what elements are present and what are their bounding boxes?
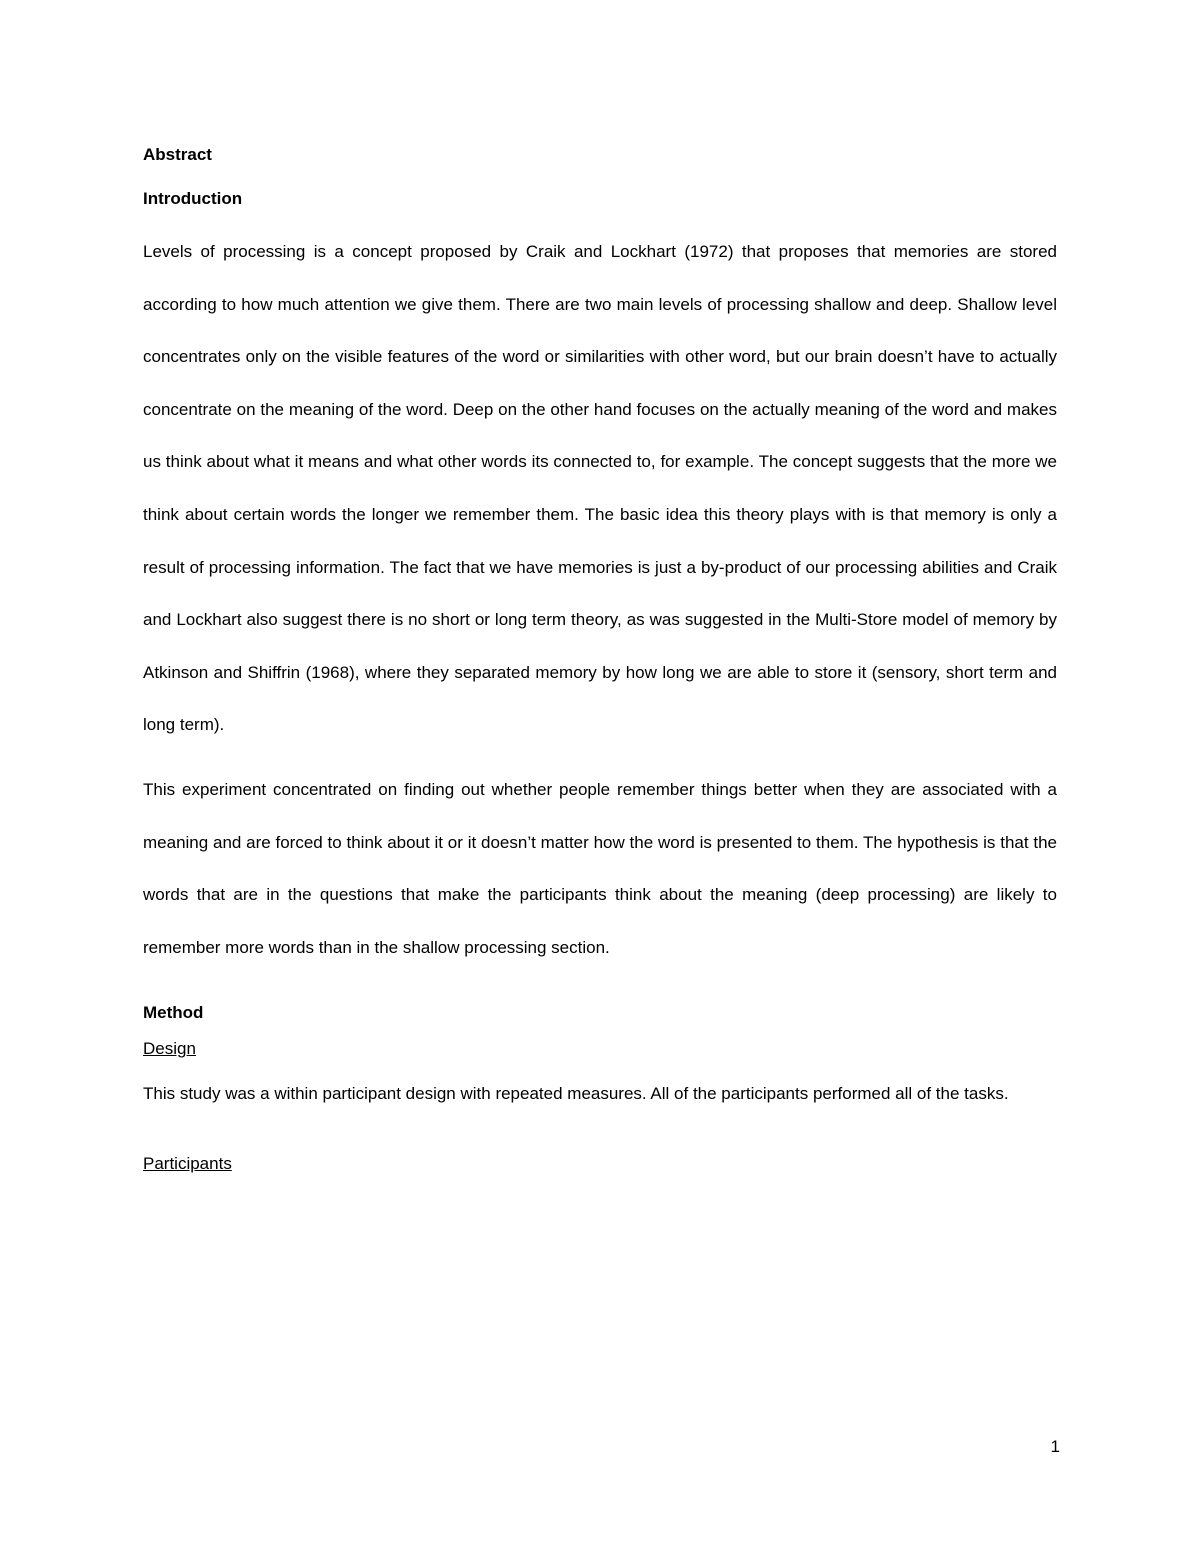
- paragraph-design: This study was a within participant design with repeated measures. All of the participants performed all of the tasks.: [143, 1084, 1009, 1104]
- document-body: [143, 142, 1057, 1177]
- page-number: 1: [1050, 1437, 1060, 1456]
- paragraph-introduction-2: This experiment concentrated on finding out whether people remember things better when they are associated with a meaning and are forced to think about it or it doesn’t matter how the word is presented to them. The hypothesis is that the words that are in the questions that make the participants think about the meaning (deep processing) are likely to remember more words than in the shallow processing section.: [143, 779, 1057, 957]
- paragraph-introduction-1: Levels of processing is a concept proposed by Craik and Lockhart (1972) that proposes that memories are stored according to how much attention we give them. There are two main levels of processing shallow and deep. Shallow level concentrates only on the visible features of the word or similarities with other word, but our brain doesn’t have to actually concentrate on the meaning of the word. Deep on the other hand focuses on the actually meaning of the word and makes us think about what it means and what other words its connected to, for example. The concept suggests that the more we think about certain words the longer we remember them. The basic idea this theory plays with is that memory is only a result of processing information. The fact that we have memories is just a by-product of our processing abilities and Craik and Lockhart also suggest there is no short or long term theory, as was suggested in the Multi-Store model of memory by Atkinson and Shiffrin (1968), where they separated memory by how long we are able to store it (sensory, short term and long term).: [143, 242, 1057, 735]
- heading-abstract: Abstract: [143, 145, 212, 164]
- subheading-participants: Participants: [143, 1153, 232, 1173]
- subheading-design: Design: [143, 1039, 196, 1059]
- heading-method: Method: [143, 1003, 204, 1023]
- heading-introduction: Introduction: [143, 189, 243, 208]
